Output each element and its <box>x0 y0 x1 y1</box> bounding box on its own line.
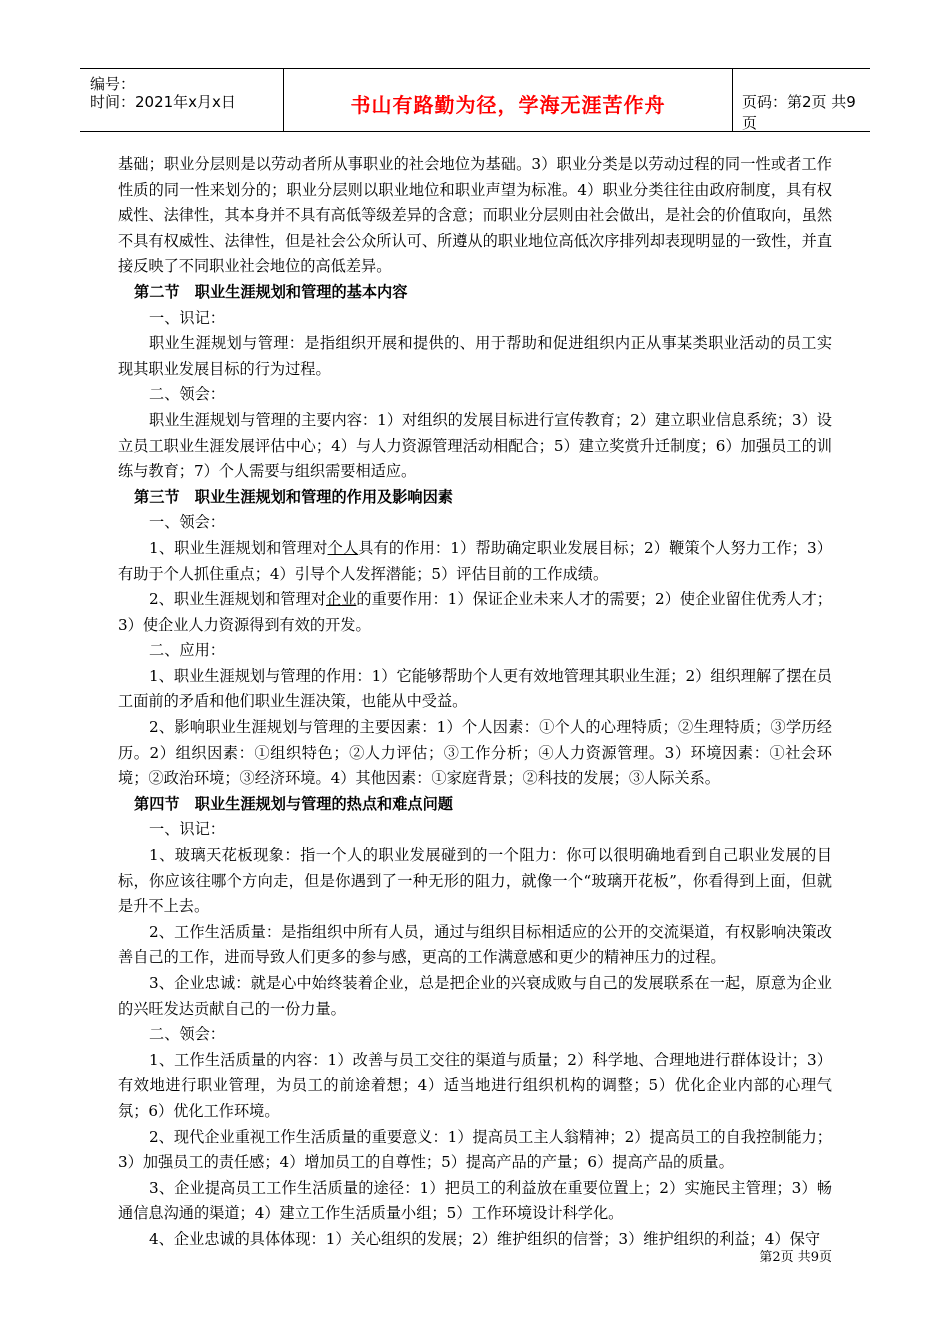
header-page-cell <box>732 69 870 131</box>
paragraph: 2、现代企业重视工作生活质量的重要意义：1）提高员工主人翁精神；2）提高员工的自我控制能力；3）加强员工的责任感；4）增加员工的自尊性；5）提高产品的产量；6）提高产品的质量。 <box>118 1127 832 1172</box>
page-header <box>80 68 870 132</box>
subheading: 二、领会： <box>149 385 225 404</box>
section-4-heading: 第四节 职业生涯规划与管理的热点和难点问题 <box>134 794 453 813</box>
paragraph: 1、玻璃天花板现象：指一个人的职业发展碰到的一个阻力：你可以很明确地看到自己职业发展的目标，你应该往哪个方向走，但是你遇到了一种无形的阻力，就像一个“玻璃开花板”，你看得到上面，但就是升不上去。 <box>118 846 832 916</box>
paragraph: 1、职业生涯规划与管理的作用：1）它能够帮助个人更有效地管理其职业生涯；2）组织理解了摆在员工面前的矛盾和他们职业生涯决策，也能从中受益。 <box>118 666 832 711</box>
section-2-heading: 第二节 职业生涯规划和管理的基本内容 <box>134 282 408 301</box>
underlined-term: 个人 <box>327 538 359 557</box>
text-run: 具有的作用：1）帮助确定职业发展目标；2）鞭策个人努力工作；3）有助于个人抓住重点；4）引导个人发挥潜能；5）评估目前的工作成绩。 <box>118 538 832 583</box>
section-3-heading: 第三节 职业生涯规划和管理的作用及影响因素 <box>134 487 453 506</box>
paragraph: 职业生涯规划与管理的主要内容：1）对组织的发展目标进行宣传教育；2）建立职业信息系统；3）设立员工职业生涯发展评估中心；4）与人力资源管理活动相配合；5）建立奖赏升迁制度；6）加强员工的训练与教育；7）个人需要与组织需要相适应。 <box>118 410 832 481</box>
paragraph: 职业生涯规划与管理：是指组织开展和提供的、用于帮助和促进组织内正从事某类职业活动的员工实现其职业发展目标的行为过程。 <box>118 334 832 378</box>
header-info-cell <box>80 69 283 131</box>
subheading: 一、领会： <box>149 513 225 532</box>
paragraph: 4、企业忠诚的具体体现：1）关心组织的发展；2）维护组织的信誉；3）维护组织的利益；4）保守 <box>149 1229 821 1248</box>
header-page-number: 页码：第2页 共9页 <box>742 93 856 132</box>
paragraph: 3、企业提高员工工作生活质量的途径：1）把员工的利益放在重要位置上；2）实施民主管理；3）畅通信息沟通的渠道；4）建立工作生活质量小组；5）工作环境设计科学化。 <box>118 1178 832 1223</box>
paragraph <box>118 587 832 638</box>
paragraph: 1、工作生活质量的内容：1）改善与员工交往的渠道与质量；2）科学地、合理地进行群体设计；3）有效地进行职业管理，为员工的前途着想；4）适当地进行组织机构的调整；5）优化企业内部的心理气氛；6）优化工作环境。 <box>118 1050 832 1120</box>
text-run: 2、职业生涯规划和管理对 <box>149 590 326 609</box>
paragraph: 2、工作生活质量：是指组织中所有人员，通过与组织目标相适应的公开的交流渠道，有权影响决策改善自己的工作，进而导致人们更多的参与感，更高的工作满意感和更少的精神压力的过程。 <box>118 922 832 967</box>
subheading: 一、识记： <box>149 820 225 839</box>
document-body <box>118 152 832 1253</box>
text-run: 的重要作用：1）保证企业未来人才的需要；2）使企业留住优秀人才；3）使企业人力资源得到有效的开发。 <box>118 590 832 634</box>
text-run: 1、职业生涯规划和管理对 <box>149 538 328 557</box>
paragraph-continued: 基础；职业分层则是以劳动者所从事职业的社会地位为基础。3）职业分类是以劳动过程的同一性或者工作性质的同一性来划分的；职业分层则以职业地位和职业声望为标准。4）职业分类往往由政府制度，具有权威性、法律性，其本身并不具有高低等级差异的含意；而职业分层则由社会做出，是社会的价值取向，虽然不具有权威性、法律性，但是社会公众所认可、所遵从的职业地位高低次序排列却表现明显的一致性，并直接反映了不同职业社会地位的高低差异。 <box>118 155 832 276</box>
header-motto-cell <box>283 69 733 131</box>
page-footer-number: 第2页 共9页 <box>759 1250 832 1265</box>
header-motto: 书山有路勤为径，学海无涯苦作舟 <box>350 93 666 117</box>
subheading: 二、领会： <box>149 1025 225 1044</box>
document-code-label: 编号： <box>90 75 136 93</box>
document-date-label: 时间：2021年x月x日 <box>90 93 236 111</box>
underlined-term: 企业 <box>325 590 357 609</box>
paragraph: 2、影响职业生涯规划与管理的主要因素：1）个人因素：①个人的心理特质；②生理特质；③学历经历。2）组织因素：①组织特色；②人力评估；③工作分析；④人力资源管理。3）环境因素：①社会环境；②政治环境；③经济环境。4）其他因素：①家庭背景；②科技的发展；③人际关系。 <box>118 718 832 788</box>
subheading: 二、应用： <box>149 641 225 660</box>
subheading: 一、识记： <box>149 308 225 327</box>
paragraph <box>118 536 832 587</box>
paragraph: 3、企业忠诚：就是心中始终装着企业，总是把企业的兴衰成败与自己的发展联系在一起，原意为企业的兴旺发达贡献自己的一份力量。 <box>118 974 832 1018</box>
